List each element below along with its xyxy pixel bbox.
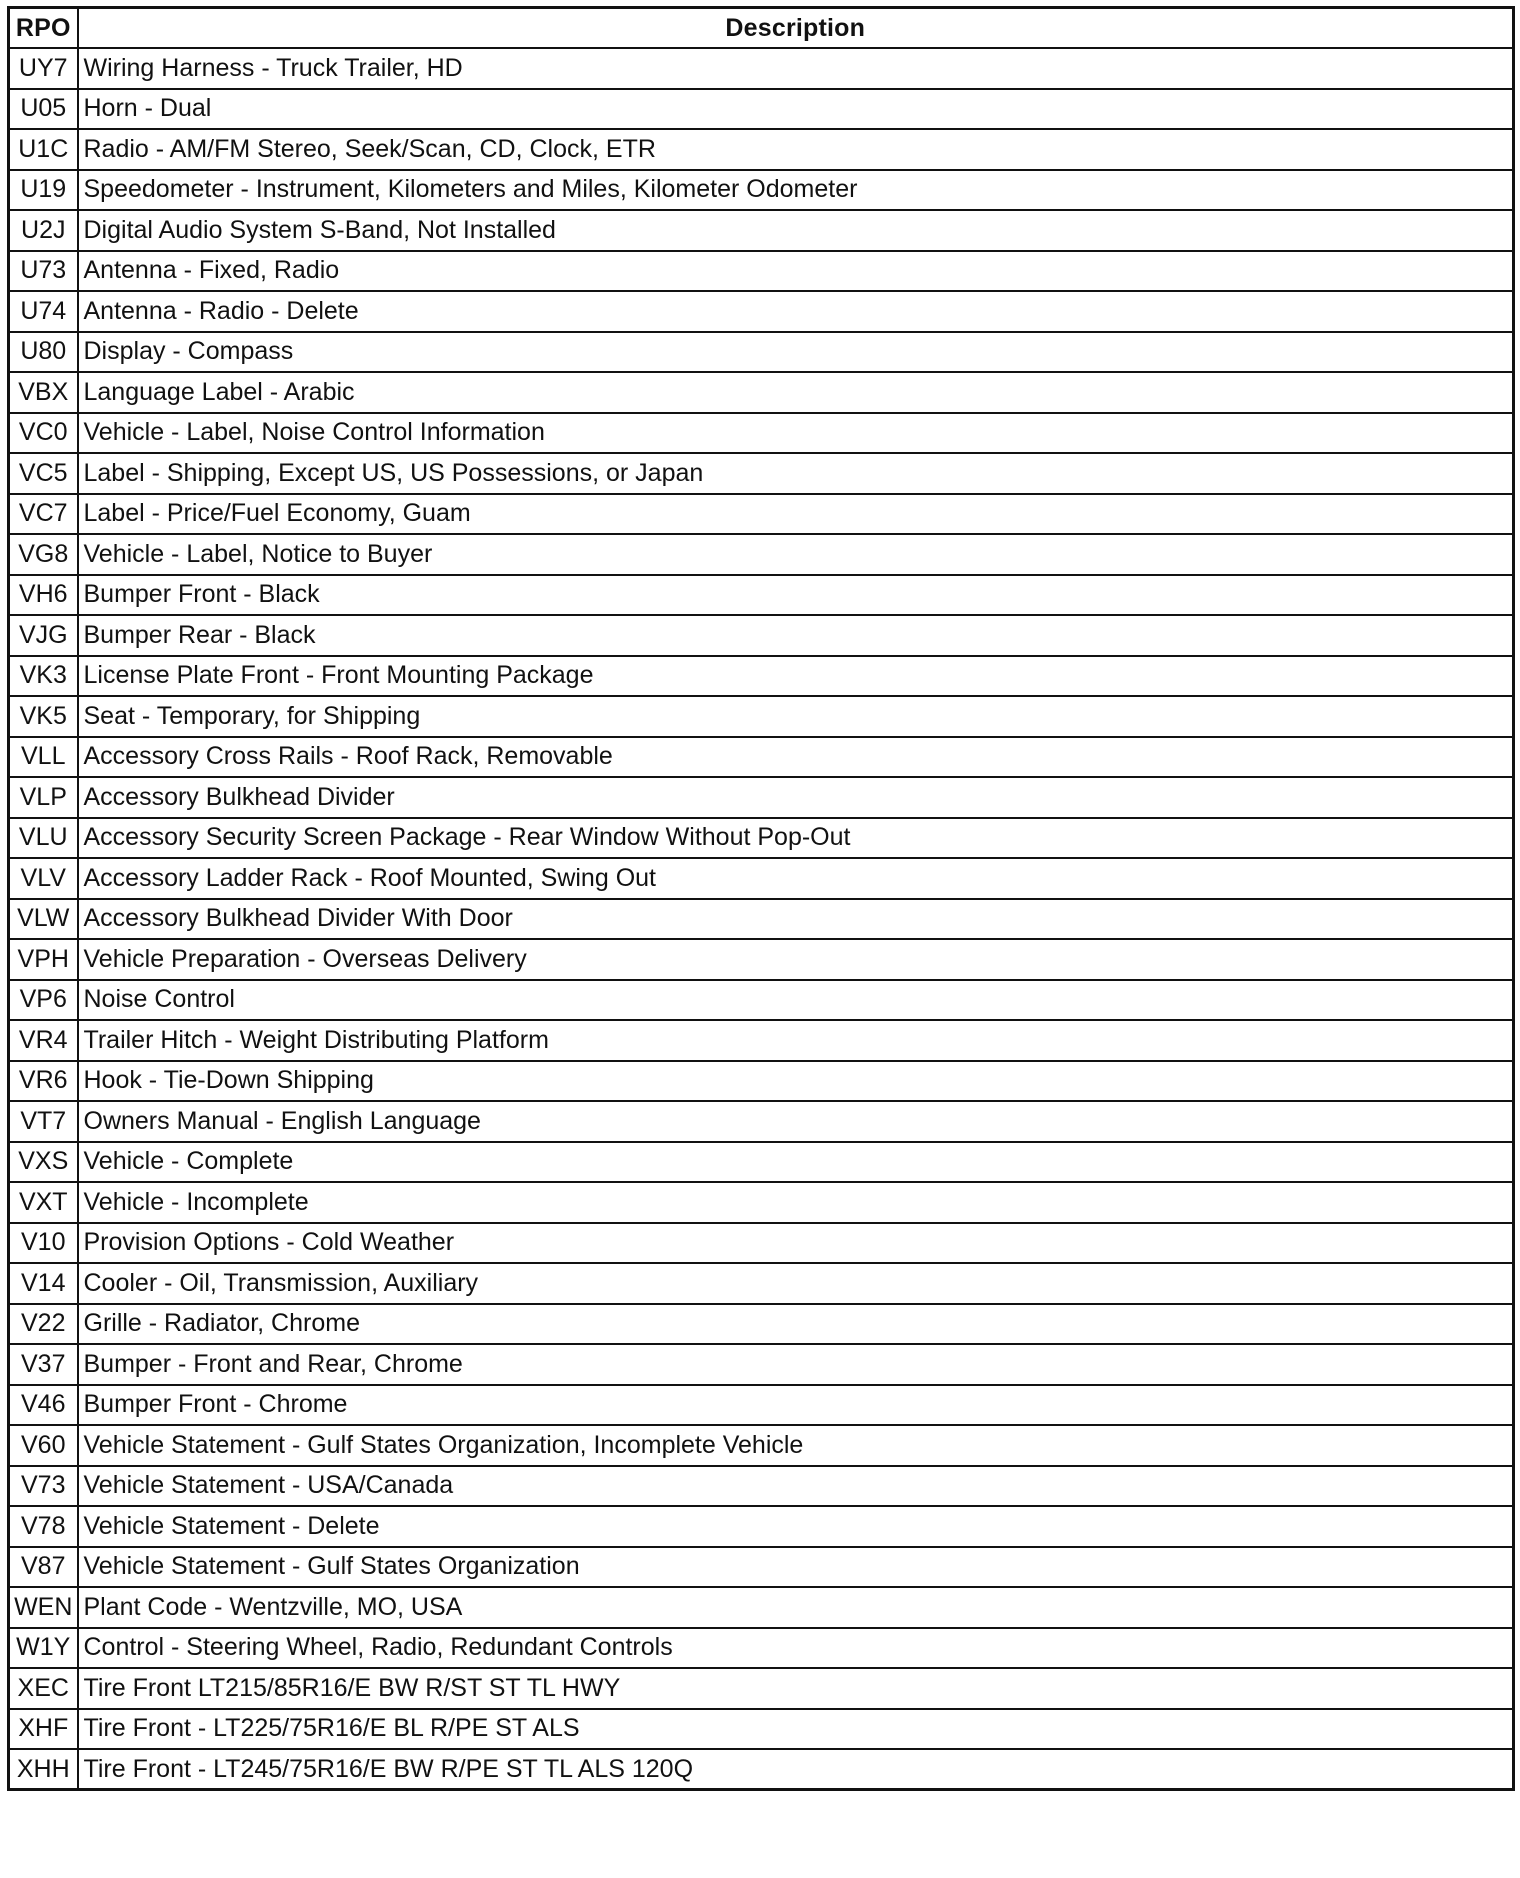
table-row — [9, 1182, 1514, 1223]
rpo-table — [7, 6, 1515, 1791]
rpo-code-cell: VH6 — [9, 575, 78, 616]
rpo-code-cell: U73 — [9, 251, 78, 292]
table-row — [9, 1425, 1514, 1466]
description-cell: Owners Manual - English Language — [78, 1101, 1514, 1142]
table-row — [9, 777, 1514, 818]
rpo-code-cell: V46 — [9, 1385, 78, 1426]
table-row — [9, 534, 1514, 575]
description-cell: Seat - Temporary, for Shipping — [78, 696, 1514, 737]
table-row — [9, 1547, 1514, 1588]
description-cell: Bumper Front - Black — [78, 575, 1514, 616]
description-cell: Tire Front LT215/85R16/E BW R/ST ST TL HWY — [78, 1668, 1514, 1709]
table-row — [9, 575, 1514, 616]
rpo-code-cell: VK3 — [9, 656, 78, 697]
description-cell: Vehicle Statement - USA/Canada — [78, 1466, 1514, 1507]
table-row — [9, 413, 1514, 454]
rpo-code-cell: VT7 — [9, 1101, 78, 1142]
rpo-code-cell: VLV — [9, 858, 78, 899]
table-row — [9, 1385, 1514, 1426]
table-row — [9, 251, 1514, 292]
table-row — [9, 1587, 1514, 1628]
description-cell: Provision Options - Cold Weather — [78, 1223, 1514, 1264]
description-cell: Trailer Hitch - Weight Distributing Platform — [78, 1020, 1514, 1061]
rpo-code-cell: VG8 — [9, 534, 78, 575]
description-cell: Control - Steering Wheel, Radio, Redundant Controls — [78, 1628, 1514, 1669]
header-rpo: RPO — [9, 8, 78, 49]
table-row — [9, 1223, 1514, 1264]
rpo-code-cell: V10 — [9, 1223, 78, 1264]
table-row — [9, 1506, 1514, 1547]
rpo-code-cell: VLU — [9, 818, 78, 859]
description-cell: Wiring Harness - Truck Trailer, HD — [78, 48, 1514, 89]
description-cell: Accessory Bulkhead Divider With Door — [78, 899, 1514, 940]
description-cell: Vehicle - Complete — [78, 1142, 1514, 1183]
rpo-code-cell: VJG — [9, 615, 78, 656]
rpo-code-cell: V60 — [9, 1425, 78, 1466]
table-row — [9, 1466, 1514, 1507]
table-row — [9, 737, 1514, 778]
table-row — [9, 494, 1514, 535]
rpo-code-cell: VC5 — [9, 453, 78, 494]
table-row — [9, 291, 1514, 332]
table-row — [9, 1263, 1514, 1304]
table-row — [9, 1142, 1514, 1183]
rpo-code-cell: U80 — [9, 332, 78, 373]
description-cell: Vehicle - Incomplete — [78, 1182, 1514, 1223]
description-cell: Vehicle Statement - Gulf States Organization — [78, 1547, 1514, 1588]
rpo-code-cell: VC0 — [9, 413, 78, 454]
rpo-code-cell: VXS — [9, 1142, 78, 1183]
rpo-code-cell: U19 — [9, 170, 78, 211]
table-row — [9, 210, 1514, 251]
rpo-code-cell: VK5 — [9, 696, 78, 737]
table-row — [9, 980, 1514, 1021]
table-row — [9, 1344, 1514, 1385]
table-row — [9, 332, 1514, 373]
rpo-code-cell: V78 — [9, 1506, 78, 1547]
table-row — [9, 1709, 1514, 1750]
description-cell: Vehicle Preparation - Overseas Delivery — [78, 939, 1514, 980]
table-row — [9, 656, 1514, 697]
table-row — [9, 1668, 1514, 1709]
description-cell: Tire Front - LT245/75R16/E BW R/PE ST TL ALS 120Q — [78, 1749, 1514, 1790]
description-cell: Noise Control — [78, 980, 1514, 1021]
table-row — [9, 170, 1514, 211]
rpo-code-cell: U2J — [9, 210, 78, 251]
rpo-code-cell: VR4 — [9, 1020, 78, 1061]
table-row — [9, 939, 1514, 980]
description-cell: Language Label - Arabic — [78, 372, 1514, 413]
description-cell: Antenna - Fixed, Radio — [78, 251, 1514, 292]
description-cell: Bumper - Front and Rear, Chrome — [78, 1344, 1514, 1385]
rpo-code-cell: XHF — [9, 1709, 78, 1750]
description-cell: License Plate Front - Front Mounting Package — [78, 656, 1514, 697]
description-cell: Bumper Rear - Black — [78, 615, 1514, 656]
description-cell: Accessory Ladder Rack - Roof Mounted, Swing Out — [78, 858, 1514, 899]
description-cell: Accessory Bulkhead Divider — [78, 777, 1514, 818]
rpo-code-cell: VPH — [9, 939, 78, 980]
description-cell: Radio - AM/FM Stereo, Seek/Scan, CD, Clock, ETR — [78, 129, 1514, 170]
table-body — [9, 48, 1514, 1790]
description-cell: Display - Compass — [78, 332, 1514, 373]
table-row — [9, 1101, 1514, 1142]
table-row — [9, 696, 1514, 737]
table-row — [9, 129, 1514, 170]
rpo-code-cell: VLP — [9, 777, 78, 818]
rpo-code-cell: VC7 — [9, 494, 78, 535]
rpo-code-cell: VBX — [9, 372, 78, 413]
header-description: Description — [78, 8, 1514, 49]
description-cell: Vehicle - Label, Noise Control Information — [78, 413, 1514, 454]
table-row — [9, 1061, 1514, 1102]
description-cell: Accessory Security Screen Package - Rear Window Without Pop-Out — [78, 818, 1514, 859]
rpo-code-cell: V37 — [9, 1344, 78, 1385]
description-cell: Vehicle Statement - Delete — [78, 1506, 1514, 1547]
table-row — [9, 899, 1514, 940]
description-cell: Antenna - Radio - Delete — [78, 291, 1514, 332]
table-row — [9, 818, 1514, 859]
description-cell: Grille - Radiator, Chrome — [78, 1304, 1514, 1345]
description-cell: Cooler - Oil, Transmission, Auxiliary — [78, 1263, 1514, 1304]
table-row — [9, 615, 1514, 656]
rpo-code-cell: V22 — [9, 1304, 78, 1345]
rpo-code-cell: WEN — [9, 1587, 78, 1628]
rpo-code-cell: V73 — [9, 1466, 78, 1507]
rpo-code-cell: V87 — [9, 1547, 78, 1588]
rpo-code-cell: V14 — [9, 1263, 78, 1304]
description-cell: Bumper Front - Chrome — [78, 1385, 1514, 1426]
table-row — [9, 48, 1514, 89]
description-cell: Horn - Dual — [78, 89, 1514, 130]
table-row — [9, 453, 1514, 494]
rpo-code-cell: XHH — [9, 1749, 78, 1790]
rpo-code-cell: VLL — [9, 737, 78, 778]
header-row — [9, 8, 1514, 49]
rpo-code-cell: VR6 — [9, 1061, 78, 1102]
description-cell: Digital Audio System S-Band, Not Installed — [78, 210, 1514, 251]
description-cell: Speedometer - Instrument, Kilometers and Miles, Kilometer Odometer — [78, 170, 1514, 211]
description-cell: Hook - Tie-Down Shipping — [78, 1061, 1514, 1102]
description-cell: Accessory Cross Rails - Roof Rack, Removable — [78, 737, 1514, 778]
table-row — [9, 372, 1514, 413]
rpo-code-cell: U1C — [9, 129, 78, 170]
table-row — [9, 89, 1514, 130]
table-row — [9, 1020, 1514, 1061]
rpo-code-cell: VXT — [9, 1182, 78, 1223]
rpo-code-cell: UY7 — [9, 48, 78, 89]
table-row — [9, 858, 1514, 899]
rpo-code-cell: XEC — [9, 1668, 78, 1709]
description-cell: Label - Shipping, Except US, US Possessions, or Japan — [78, 453, 1514, 494]
table-header — [9, 8, 1514, 49]
description-cell: Vehicle Statement - Gulf States Organization, Incomplete Vehicle — [78, 1425, 1514, 1466]
table-row — [9, 1304, 1514, 1345]
description-cell: Label - Price/Fuel Economy, Guam — [78, 494, 1514, 535]
rpo-code-cell: VLW — [9, 899, 78, 940]
rpo-code-cell: W1Y — [9, 1628, 78, 1669]
description-cell: Plant Code - Wentzville, MO, USA — [78, 1587, 1514, 1628]
rpo-code-cell: U05 — [9, 89, 78, 130]
rpo-code-cell: U74 — [9, 291, 78, 332]
description-cell: Vehicle - Label, Notice to Buyer — [78, 534, 1514, 575]
rpo-code-cell: VP6 — [9, 980, 78, 1021]
table-row — [9, 1749, 1514, 1790]
description-cell: Tire Front - LT225/75R16/E BL R/PE ST ALS — [78, 1709, 1514, 1750]
table-row — [9, 1628, 1514, 1669]
